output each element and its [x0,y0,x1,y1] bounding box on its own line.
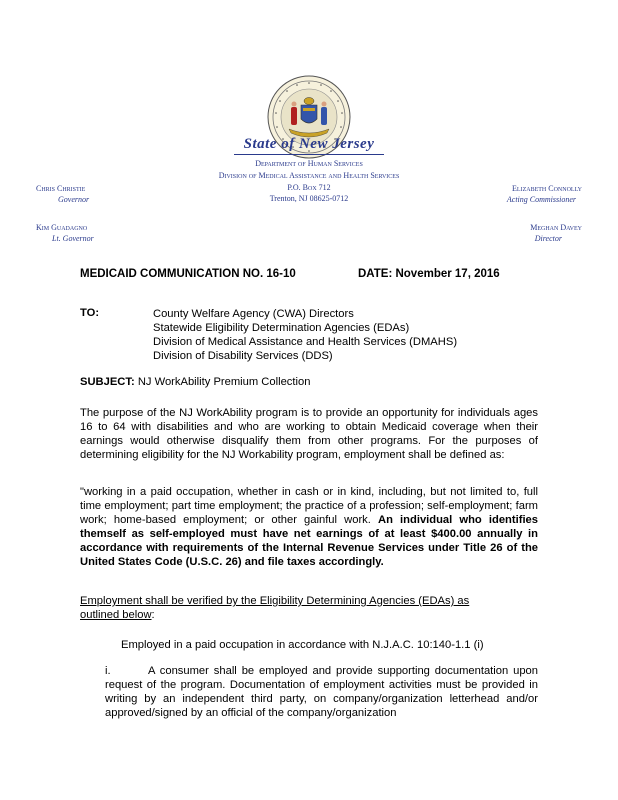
director-name: Meghan Davey [530,223,582,232]
employed-line: Employed in a paid occupation in accordance with N.J.A.C. 10:140-1.1 (i) [121,639,484,651]
recipient-item: Division of Disability Services (DDS) [153,350,333,362]
lt-governor-title: Lt. Governor [52,234,94,243]
verification-heading: Employment shall be verified by the Eligibility Determining Agencies (EDAs) as outlined below: [80,595,470,621]
governor-name: Chris Christie [36,184,86,193]
recipient-item: Statewide Eligibility Determination Agencies (EDAs) [153,322,410,334]
subject-text: NJ WorkAbility Premium Collection [137,376,311,388]
lt-governor-name: Kim Guadagno [36,223,88,232]
memo-header [80,268,540,280]
to-label: TO: [80,307,100,319]
lt-governor-block [36,222,126,244]
po-box: P.O. Box 712 [287,183,331,192]
item-marker: i. [105,665,111,677]
employment-definition-paragraph [80,485,538,569]
governor-block [36,183,126,205]
subject-label: SUBJECT: [80,376,135,388]
communication-number: MEDICAID COMMUNICATION NO. 16-10 [80,268,296,280]
commissioner-title: Acting Commissioner [506,195,576,204]
commissioner-name: Elizabeth Connolly [512,184,582,193]
city-address: Trenton, NJ 08625-0712 [269,194,349,203]
state-title: State of New Jersey [0,136,618,155]
subject-line [80,376,310,388]
definition-text: "working in a paid occupation, whether in cash or in kind, including, but not limited to, full time employment; part time employment; the practice of a profession; self-employment; farm work; home-based employment; or other gainful work. [80,486,538,526]
memo-date: DATE: November 17, 2016 [358,268,500,280]
recipient-item: County Welfare Agency (CWA) Directors [153,308,354,320]
commissioner-block [470,183,582,205]
director-block [470,222,582,244]
governor-title: Governor [58,195,90,204]
to-recipients [153,307,457,363]
purpose-paragraph: The purpose of the NJ WorkAbility program is to provide an opportunity for individuals ages 16 to 64 with disabilities and who are working to obtain Medicaid coverage when their earnings would otherwise disqualify them from other programs. For the purposes of determining eligibility for the NJ Workability program, employment shall be defined as: [80,407,538,461]
recipient-item: Division of Medical Assistance and Health Services (DMAHS) [153,336,458,348]
director-title: Director [534,234,562,243]
division-name: Division of Medical Assistance and Health Services [218,171,400,180]
self-employed-requirement: An individual who identifies themself as self-employed must have net earnings of at least $400.00 annually in accordance with requirements of the Internal Revenue Services under Title 26 of the United States Code (U.S.C. 26) and file taxes accordingly. [80,514,539,568]
employment-documentation-item: A consumer shall be employed and provide supporting documentation upon request of the program. Documentation of employment activities must be provided in writing by an independent third party, on company/organization letterhead and/or approved/signed by an official of the company/organization [105,665,538,719]
department-name: Department of Human Services [255,159,363,168]
